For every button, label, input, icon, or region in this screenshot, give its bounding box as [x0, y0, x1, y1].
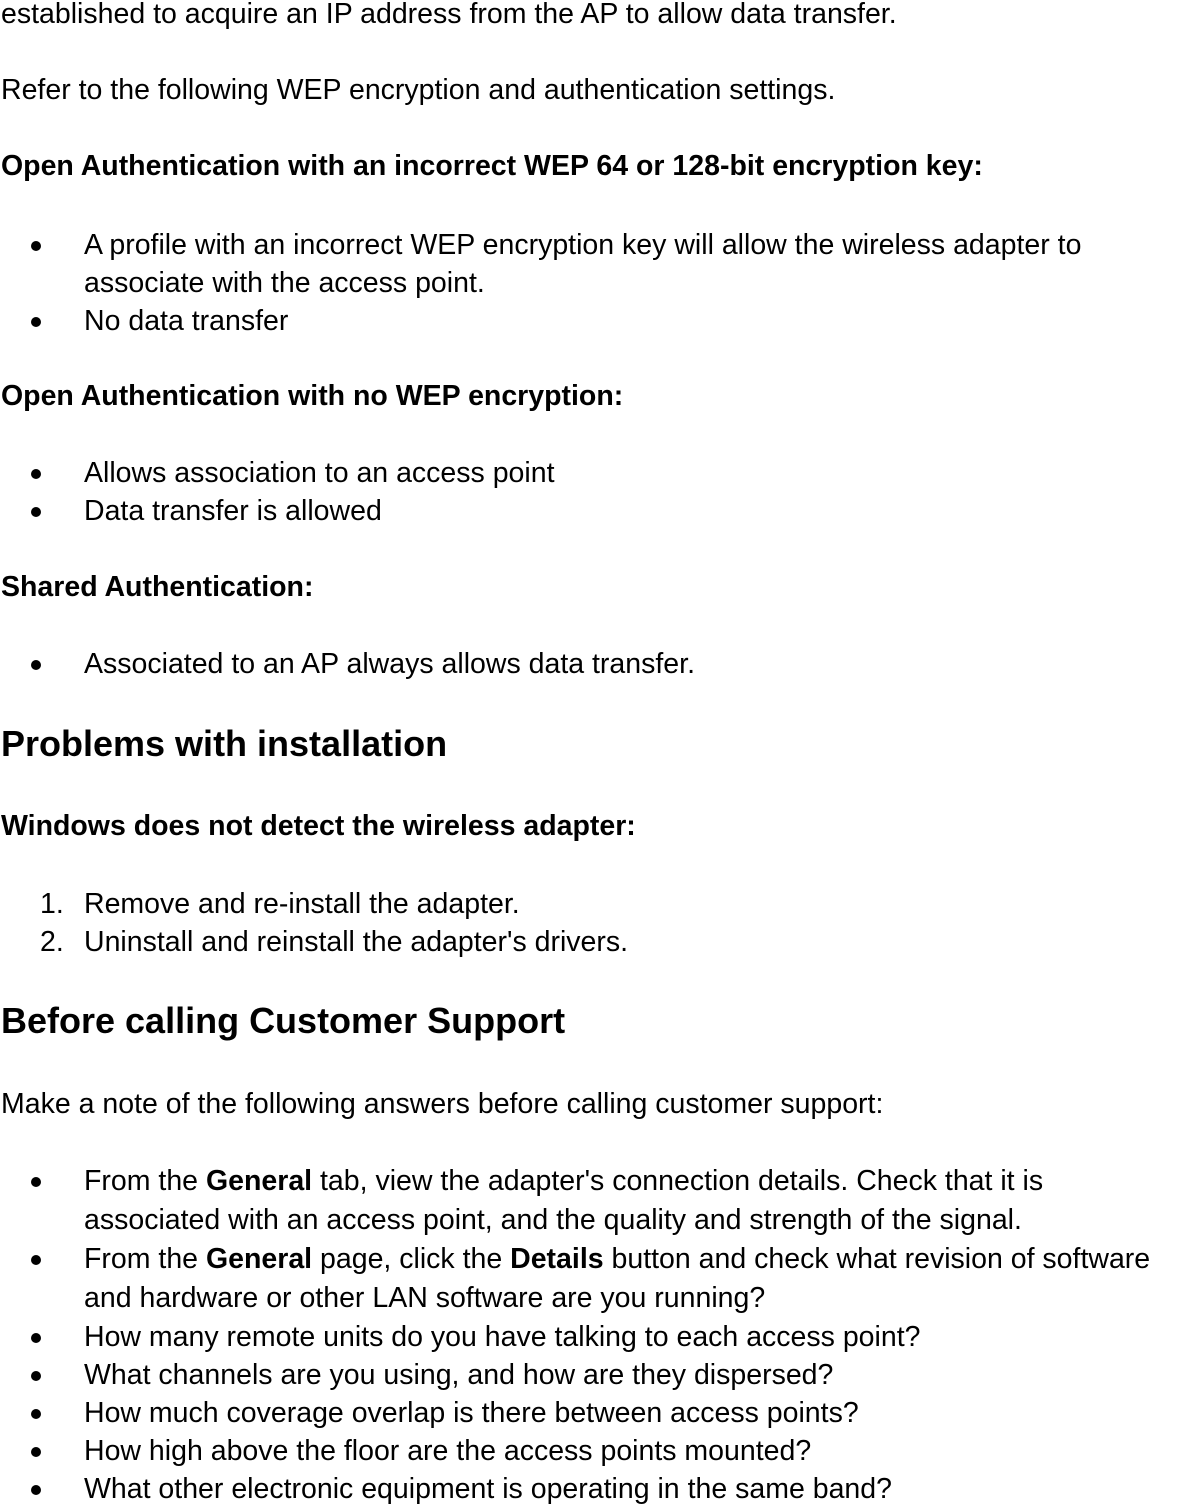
installation-steps — [1, 885, 628, 961]
bullet-icon — [31, 241, 41, 251]
list-item — [1, 1432, 1159, 1470]
installation-title: Problems with installation — [1, 723, 448, 764]
shared-list — [1, 645, 695, 683]
list-item-text: How high above the floor are the access points mounted? — [84, 1435, 812, 1467]
bullet-icon — [31, 507, 41, 517]
bullet-icon — [31, 1447, 41, 1457]
step-text: Remove and re-install the adapter. — [84, 888, 520, 920]
details-button-label: Details — [510, 1243, 604, 1275]
list-item-text: No data transfer — [84, 305, 289, 337]
list-item-post: button and check what revision of software and hardware or other LAN software are you running? — [84, 1243, 1151, 1314]
list-item — [1, 302, 1178, 340]
open-incorrect-heading: Open Authentication with an incorrect WEP 64 or 128-bit encryption key: — [1, 150, 983, 182]
support-title: Before calling Customer Support — [1, 1000, 566, 1041]
list-item-text: Associated to an AP always allows data transfer. — [84, 648, 695, 680]
general-tab-label: General — [205, 1165, 313, 1197]
list-item — [1, 492, 555, 530]
list-item-pre: From the — [84, 1243, 206, 1275]
list-item-text: How many remote units do you have talking to each access point? — [84, 1321, 921, 1353]
bullet-icon — [31, 1333, 41, 1343]
list-item — [1, 1356, 1159, 1394]
list-item-pre: From the — [84, 1165, 206, 1197]
list-item-text: Allows association to an access point — [84, 457, 555, 489]
support-list — [1, 1162, 1159, 1508]
open-none-heading: Open Authentication with no WEP encryption: — [1, 380, 624, 412]
list-item-text: Data transfer is allowed — [84, 495, 382, 527]
general-page-label: General — [205, 1243, 313, 1275]
list-item-post: tab, view the adapter's connection details. Check that it is associated with an access point, and the quality and strength of the signal. — [84, 1165, 1044, 1236]
list-item — [1, 923, 628, 961]
list-item-mid: page, click the — [312, 1243, 511, 1275]
list-item — [1, 1470, 1159, 1508]
step-number: 2. — [40, 926, 64, 958]
list-item — [1, 226, 1178, 302]
list-item — [1, 1240, 1159, 1318]
bullet-icon — [31, 1177, 41, 1187]
bullet-icon — [31, 1371, 41, 1381]
list-item — [1, 454, 555, 492]
list-item-text: What other electronic equipment is operating in the same band? — [84, 1473, 892, 1505]
list-item-text: How much coverage overlap is there between access points? — [84, 1397, 859, 1429]
bullet-icon — [31, 1485, 41, 1495]
support-intro: Make a note of the following answers before calling customer support: — [1, 1088, 884, 1120]
open-none-list — [1, 454, 555, 530]
bullet-icon — [31, 1255, 41, 1265]
list-item — [1, 645, 695, 683]
list-item-text: What channels are you using, and how are they dispersed? — [84, 1359, 834, 1391]
refer-paragraph: Refer to the following WEP encryption and authentication settings. — [1, 74, 836, 106]
shared-heading: Shared Authentication: — [1, 571, 314, 603]
intro-continuation: established to acquire an IP address from the AP to allow data transfer. — [1, 0, 897, 30]
list-item — [1, 885, 628, 923]
list-item-text: A profile with an incorrect WEP encryption key will allow the wireless adapter to associate with the access point. — [84, 229, 1082, 299]
list-item — [1, 1162, 1159, 1240]
bullet-icon — [31, 660, 41, 670]
list-item — [1, 1318, 1159, 1356]
bullet-icon — [31, 1409, 41, 1419]
open-incorrect-list — [1, 226, 1178, 340]
step-number: 1. — [40, 888, 64, 920]
list-item — [1, 1394, 1159, 1432]
bullet-icon — [31, 317, 41, 327]
bullet-icon — [31, 469, 41, 479]
step-text: Uninstall and reinstall the adapter's drivers. — [84, 926, 629, 958]
installation-subheading: Windows does not detect the wireless adapter: — [1, 810, 636, 842]
